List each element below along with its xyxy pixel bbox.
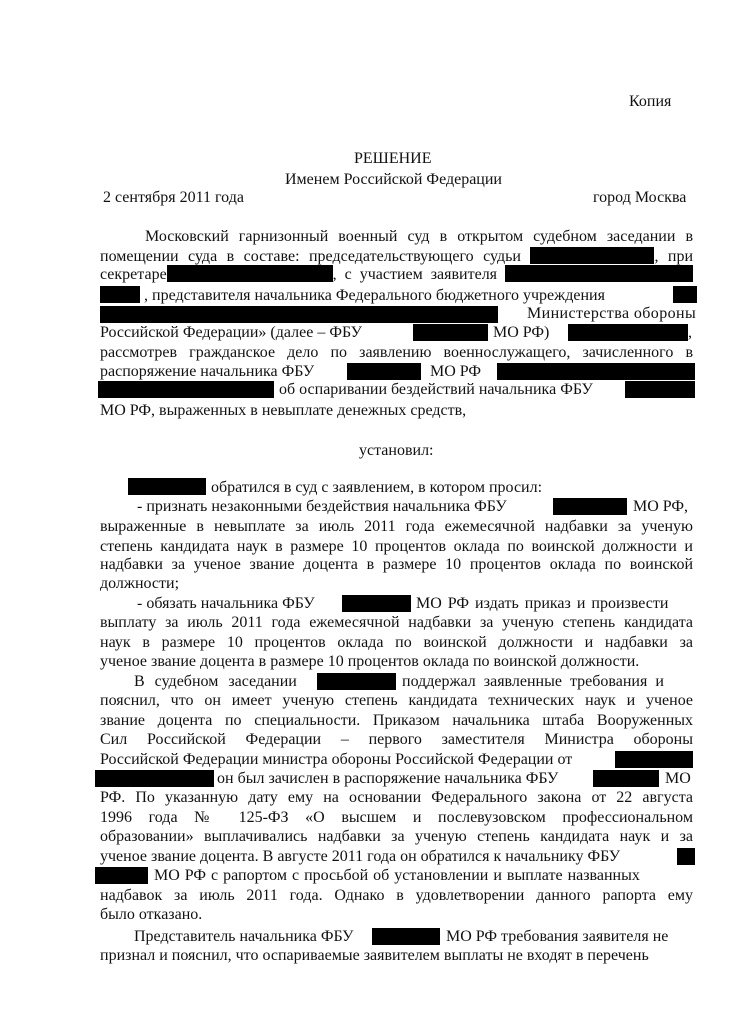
redaction: [95, 770, 214, 787]
redaction: [95, 867, 148, 884]
redaction: [568, 324, 688, 341]
paragraph-line: - обязать начальника ФБУ: [137, 595, 315, 612]
document-title: РЕШЕНИЕ: [354, 150, 432, 167]
paragraph-line: РФ. По указанную дату ему на основании Федерального закона от 22 августа: [100, 789, 693, 806]
paragraph-line: помещении суда в составе: председательствующего судьи , при: [100, 248, 694, 265]
redaction: [625, 381, 695, 398]
paragraph-line: , представителя начальника Федерального бюджетного учреждения: [100, 286, 693, 305]
decision-city: город Москва: [593, 189, 687, 206]
paragraph-line: ,: [688, 324, 692, 341]
paragraph-line: распоряжение начальника ФБУ: [100, 363, 315, 380]
redaction: [98, 381, 274, 398]
paragraph-line: Министерства обороны: [527, 305, 697, 322]
paragraph-line: МО РФ: [430, 363, 482, 380]
redaction: [677, 848, 695, 865]
paragraph-line: Российской Федерации министра обороны Российской Федерации от: [100, 751, 573, 768]
copy-mark: Копия: [629, 93, 672, 110]
redaction: [673, 286, 697, 303]
redaction: [615, 751, 693, 768]
paragraph-line: должности;: [100, 575, 180, 592]
redaction: [342, 595, 411, 612]
redaction: [413, 324, 488, 341]
paragraph-line: надбавок за июль 2011 года. Однако в удовлетворении данного рапорта ему: [100, 887, 693, 904]
document-subtitle: Именем Российской Федерации: [285, 171, 502, 188]
redaction: [593, 770, 659, 787]
paragraph-line: ученое звание доцента. В августе 2011 года он обратился к начальнику ФБУ: [100, 848, 621, 865]
paragraph-line: образовании» выплачивались надбавки за ученую степень кандидата наук и за: [100, 828, 693, 845]
paragraph-line: секретаре , с участием заявителя: [100, 265, 693, 284]
paragraph-line: 1996 года № 125-ФЗ «О высшем и послевузовском профессиональном: [100, 809, 693, 826]
paragraph-line: пояснил, что он имеет ученую степень кандидата технических наук и ученое: [100, 692, 693, 709]
redaction: [372, 928, 440, 945]
paragraph-line: он был зачислен в распоряжение начальника ФБУ: [217, 770, 559, 787]
paragraph-line: поддержал заявленные требования и: [402, 673, 664, 690]
paragraph-line: обратился в суд с заявлением, в котором просил:: [211, 479, 543, 496]
redaction: [530, 247, 654, 264]
redaction: [167, 265, 333, 282]
decision-date: 2 сентября 2011 года: [103, 189, 244, 206]
paragraph-line: выплату за июль 2011 года ежемесячной надбавки за ученую степень кандидата: [100, 614, 693, 631]
paragraph-line: выраженные в невыплате за июль 2011 года ежемесячной надбавки за ученую: [100, 518, 693, 535]
paragraph-line: надбавки за ученое звание доцента в размере 10 процентов оклада по воинской: [100, 556, 693, 573]
paragraph-line: признал и пояснил, что оспариваемые заявителем выплаты не входят в перечень: [100, 947, 649, 964]
paragraph-line: В судебном заседании: [134, 673, 297, 690]
paragraph-line: Российской Федерации» (далее – ФБУ: [100, 324, 362, 341]
redaction: [100, 306, 498, 323]
paragraph-line: МО РФ, выраженных в невыплате денежных средств,: [100, 402, 467, 419]
paragraph-line: было отказано.: [100, 906, 203, 923]
paragraph-line: наук в размере 10 процентов оклада по воинской должности и надбавки за: [100, 634, 693, 651]
paragraph-line: МО: [665, 770, 691, 787]
paragraph-line: рассмотрев гражданское дело по заявлению военнослужащего, зачисленного в: [100, 344, 693, 361]
paragraph-line: МО РФ издать приказ и произвести: [416, 595, 669, 612]
redaction: [347, 363, 421, 380]
redaction: [505, 265, 693, 282]
paragraph-line: Представитель начальника ФБУ: [134, 928, 354, 945]
paragraph-line: звание доцента по специальности. Приказом начальника штаба Вооруженных: [100, 712, 693, 729]
paragraph-line: ученое звание доцента в размере 10 процентов оклада по воинской должности.: [100, 653, 640, 670]
redaction: [100, 286, 140, 303]
paragraph-line: об оспаривании бездействий начальника ФБУ: [279, 381, 593, 398]
redaction: [497, 363, 695, 380]
paragraph-line: МО РФ,: [633, 498, 689, 515]
paragraph-line: - признать незаконными бездействия начальника ФБУ: [137, 498, 507, 515]
paragraph-line: степень кандидата наук в размере 10 процентов оклада по воинской должности и: [100, 538, 693, 555]
paragraph-line: МО РФ требования заявителя не: [446, 928, 669, 945]
redaction: [128, 478, 206, 495]
redaction: [553, 498, 627, 515]
paragraph-line: МО РФ с рапортом с просьбой об установлении и выплате названных: [154, 867, 640, 884]
section-heading: установил:: [359, 442, 434, 459]
paragraph-line: Московский гарнизонный военный суд в открытом судебном заседании в: [145, 228, 693, 245]
paragraph-line: Сил Российской Федерации – первого заместителя Министра обороны: [100, 731, 693, 748]
redaction: [317, 673, 396, 690]
paragraph-line: МО РФ): [493, 324, 550, 341]
